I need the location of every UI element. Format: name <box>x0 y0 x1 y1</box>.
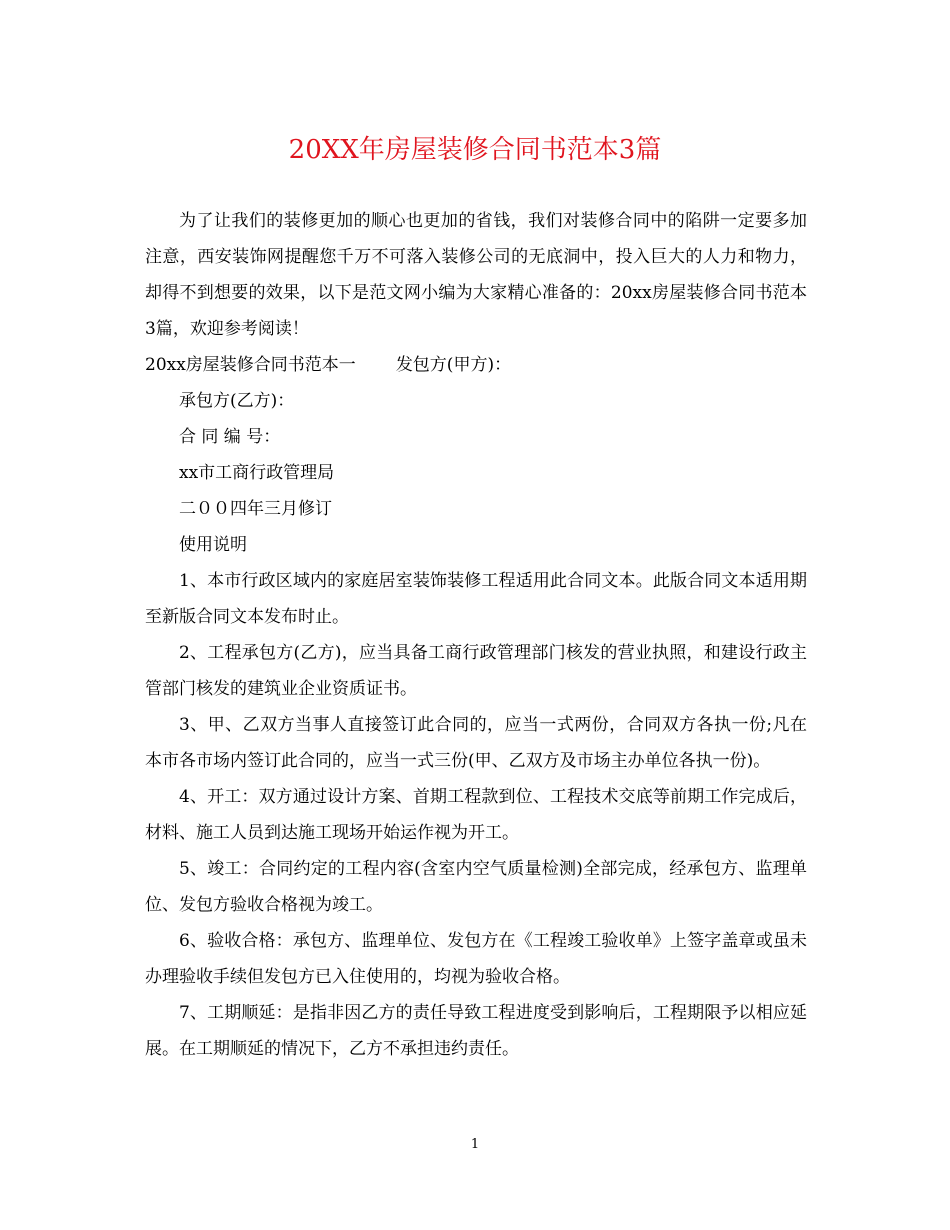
usage-item: 6、验收合格：承包方、监理单位、发包方在《工程竣工验收单》上签字盖章或虽未办理验收手续但发包方已入住使用的，均视为验收合格。 <box>145 931 807 987</box>
sample-heading: 20xx房屋装修合同书范本一 <box>145 355 356 375</box>
usage-item: 5、竣工：合同约定的工程内容(含室内空气质量检测)全部完成，经承包方、监理单位、发包方验收合格视为竣工。 <box>145 859 807 915</box>
party-b-label: 承包方(乙方)： <box>179 391 295 411</box>
heading-line <box>145 347 807 383</box>
document-body <box>145 203 807 1067</box>
issuing-bureau: xx市工商行政管理局 <box>179 463 335 483</box>
intro-paragraph: 为了让我们的装修更加的顺心也更加的省钱，我们对装修合同中的陷阱一定要多加注意，西安装饰网提醒您千万不可落入装修公司的无底洞中，投入巨大的人力和物力，却得不到想要的效果，以下是范文网小编为大家精心准备的：20xx房屋装修合同书范本3篇，欢迎参考阅读！ <box>145 211 807 339</box>
usage-item: 7、工期顺延：是指非因乙方的责任导致工程进度受到影响后，工程期限予以相应延展。在工期顺延的情况下，乙方不承担违约责任。 <box>145 1003 807 1059</box>
usage-title: 使用说明 <box>179 535 247 555</box>
contract-number-label: 合 同 编 号： <box>179 427 281 447</box>
usage-item: 2、工程承包方(乙方)，应当具备工商行政管理部门核发的营业执照，和建设行政主管部门核发的建筑业企业资质证书。 <box>145 643 807 699</box>
usage-item: 3、甲、乙双方当事人直接签订此合同的，应当一式两份，合同双方各执一份;凡在本市各市场内签订此合同的，应当一式三份(甲、乙双方及市场主办单位各执一份)。 <box>145 715 807 771</box>
usage-item: 1、本市行政区域内的家庭居室装饰装修工程适用此合同文本。此版合同文本适用期至新版合同文本发布时止。 <box>145 571 807 627</box>
page-number: 1 <box>470 1137 480 1152</box>
document-title: 20XX年房屋装修合同书范本3篇 <box>288 135 662 165</box>
party-a-label: 发包方(甲方)： <box>395 355 512 375</box>
revision-date: 二００四年三月修订 <box>179 499 332 519</box>
usage-item: 4、开工：双方通过设计方案、首期工程款到位、工程技术交底等前期工作完成后，材料、施工人员到达施工现场开始运作视为开工。 <box>145 787 807 843</box>
